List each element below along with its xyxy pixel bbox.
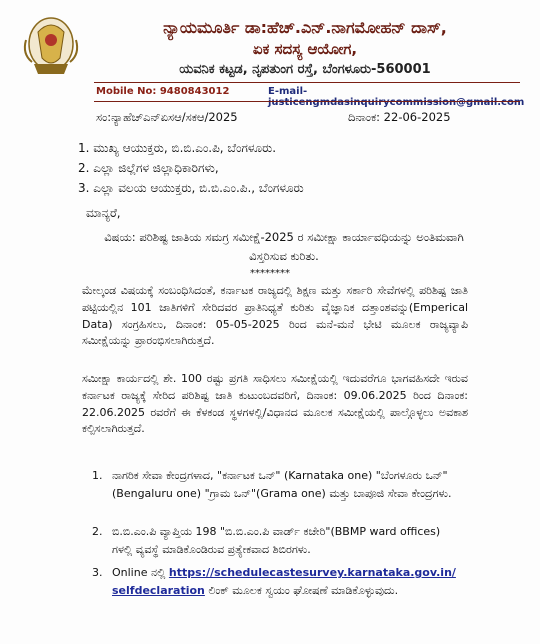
addressee-2: 2. ಎಲ್ಲಾ ಜಿಲ್ಲೆಗಳ ಜಿಲ್ಲಾಧಿಕಾರಿಗಳು, bbox=[78, 161, 219, 175]
list-number: 3. bbox=[92, 566, 103, 579]
list-text: ನಾಗರಿಕ ಸೇವಾ ಕೇಂದ್ರಗಳಾದ, "ಕರ್ನಾಟಕ ಒನ್" (Karnataka one) "ಬೆಂಗಳೂರು ಒನ್" (Bengaluru one) "ಗ್ರಾಮ ಒನ್"(Grama one) ಮತ್ತು ಬಾಪೂಜಿ ಸೇವಾ ಕೇಂದ್ರಗಳು. bbox=[112, 469, 452, 500]
commission-address: ಯವನಿಕ ಕಟ್ಟಡ, ನೃಪತುಂಗ ರಸ್ತೆ, ಬೆಂಗಳೂರು-560001 bbox=[179, 62, 431, 77]
header-divider-bottom bbox=[94, 101, 520, 102]
body-paragraph-1: ಮೇಲ್ಕಂಡ ವಿಷಯಕ್ಕೆ ಸಂಬಂಧಿಸಿದಂತೆ, ಕರ್ನಾಟಕ ರಾಜ್ಯದಲ್ಲಿ ಶಿಕ್ಷಣ ಮತ್ತು ಸರ್ಕಾರಿ ಸೇವೆಗಳಲ್ಲಿ ಪರಿಶಿಷ್ಟ ಜಾತಿ ಪಟ್ಟಿಯಲ್ಲಿನ 101 ಜಾತಿಗಳಿಗೆ ಸೇರಿದವರ ಪ್ರಾತಿನಿಧ್ಯತೆ ಕುರಿತು ವೈಜ್ಞಾನಿಕ ದತ್ತಾಂಶವನ್ನು(Emperical Data) ಸಂಗ್ರಹಿಸಲು, ದಿನಾಂಕ: 05-05-2025 ರಿಂದ ಮನೆ-ಮನೆ ಭೇಟಿ ಮೂಲಕ ರಾಜ್ಯವ್ಯಾಪಿ ಸಮೀಕ್ಷೆಯನ್ನು ಪ್ರಾರಂಭಿಸಲಾಗಿರುತ್ತದೆ. bbox=[82, 284, 468, 348]
addressee-1: 1. ಮುಖ್ಯ ಆಯುಕ್ತರು, ಬಿ.ಬಿ.ಎಂ.ಪಿ, ಬೆಂಗಳೂರು. bbox=[78, 141, 277, 155]
list-item bbox=[92, 523, 462, 558]
list-item bbox=[92, 467, 462, 502]
addressee-3: 3. ಎಲ್ಲಾ ವಲಯ ಆಯುಕ್ತರು, ಬಿ.ಬಿ.ಎಂ.ಪಿ., ಬೆಂಗಳೂರು bbox=[78, 181, 304, 195]
email-address: E-mail-justicengmdasinquirycommission@gmail.com bbox=[268, 86, 525, 108]
list-number: 1. bbox=[92, 469, 103, 482]
salutation: ಮಾನ್ಯರೆ, bbox=[86, 206, 121, 220]
body-paragraph-2: ಸಮೀಕ್ಷಾ ಕಾರ್ಯದಲ್ಲಿ ಶೇ. 100 ರಷ್ಟು ಪ್ರಗತಿ ಸಾಧಿಸಲು ಸಮೀಕ್ಷೆಯಲ್ಲಿ ಇದುವರೆಗೂ ಭಾಗವಹಿಸದೇ ಇರುವ ಕರ್ನಾಟಕ ರಾಜ್ಯಕ್ಕೆ ಸೇರಿದ ಪರಿಶಿಷ್ಟ ಜಾತಿ ಕುಟುಂಬದವರಿಗೆ, ದಿನಾಂಕ: 09.06.2025 ರಿಂದ ದಿನಾಂಕ: 22.06.2025 ರವರೆಗೆ ಈ ಕೆಳಕಂಡ ಸ್ಥಳಗಳಲ್ಲಿ/ವಿಧಾನದ ಮೂಲಕ ಸಮೀಕ್ಷೆಯಲ್ಲಿ ಪಾಲ್ಗೊಳ್ಳಲು ಅವಕಾಶ ಕಲ್ಪಿಸಲಾಗಿರುತ್ತದೆ. bbox=[82, 372, 468, 436]
reference-number: ಸಂ:ನ್ಯಾಹೆಚ್‌ಎನ್‌ಏಸಆ/ಸಕಆ/2025 bbox=[96, 110, 238, 124]
separator: ******** bbox=[250, 268, 290, 279]
list-number: 2. bbox=[92, 525, 103, 538]
commission-name: ನ್ಯಾಯಮೂರ್ತಿ ಡಾ:ಹೆಚ್.ಎನ್.ನಾಗಮೋಹನ್ ದಾಸ್, bbox=[163, 18, 447, 37]
subject-line: ವಿಷಯ: ಪರಿಶಿಷ್ಟ ಜಾತಿಯ ಸಮಗ್ರ ಸಮೀಕ್ಷೆ-2025 ರ ಸಮೀಕ್ಷಾ ಕಾರ್ಯಾವಧಿಯನ್ನು ಅಂತಿಮವಾಗಿ ವಿಸ್ತರಿಸುವ ಕುರಿತು. bbox=[104, 230, 464, 263]
list-text-prefix: Online ನಲ್ಲಿ bbox=[112, 566, 169, 579]
header-divider-top bbox=[94, 82, 520, 83]
list-text: ಬಿ.ಬಿ.ಎಂ.ಪಿ ವ್ಯಾಪ್ತಿಯ 198 "ಬಿ.ಬಿ.ಎಂ.ಪಿ ವಾರ್ಡ್ ಕಚೇರಿ"(BBMP ward offices) ಗಳಲ್ಲಿ ವ್ಯವಸ್ಥೆ ಮಾಡಿಕೊಂಡಿರುವ ಪ್ರತ್ಯೇಕವಾದ ಶಿಬಿರಗಳು. bbox=[112, 525, 441, 556]
letter-date: ದಿನಾಂಕ: 22-06-2025 bbox=[348, 110, 451, 124]
list-text-suffix: ಲಿಂಕ್ ಮೂಲಕ ಸ್ವಯಂ ಘೋಷಣೆ ಮಾಡಿಕೊಳ್ಳುವುದು. bbox=[204, 583, 399, 597]
mobile-number: Mobile No: 9480843012 bbox=[96, 86, 230, 97]
survey-link[interactable]: https://schedulecastesurvey.karnataka.gov.in/selfdeclaration bbox=[112, 566, 456, 597]
list-item bbox=[92, 564, 462, 599]
commission-type: ಏಕ ಸದಸ್ಯ ಆಯೋಗ, bbox=[252, 40, 358, 58]
